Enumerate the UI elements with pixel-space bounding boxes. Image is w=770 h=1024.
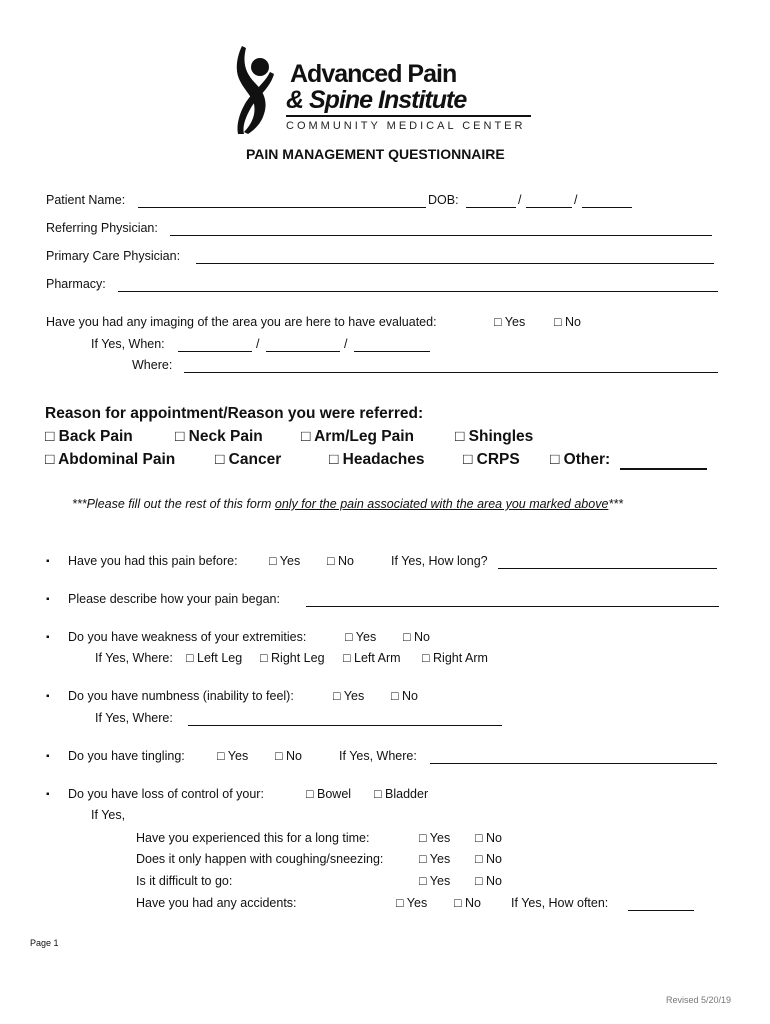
reason-other[interactable]: □ Other: [550,451,611,468]
reason-headaches[interactable]: □ Headaches [329,451,425,468]
primary-physician-field[interactable] [196,263,714,264]
imaging-when-field-2[interactable] [266,351,340,352]
dob-day-field[interactable] [526,207,572,208]
logo-divider [286,115,531,117]
instruction-prefix: ***Please fill out the rest of this form [72,497,275,511]
imaging-when-field-3[interactable] [354,351,430,352]
logo [234,44,534,136]
imaging-yes-checkbox[interactable]: □ Yes [494,315,526,329]
dob-slash-2: / [574,193,578,207]
q4-where-label: If Yes, Where: [95,711,173,725]
bullet-icon: ▪ [46,691,50,702]
q6-how-often-field[interactable] [628,910,694,911]
q6-sub2-yes-checkbox[interactable]: □ Yes [419,852,451,866]
q1-yes-checkbox[interactable]: □ Yes [269,554,301,568]
q3-right-leg-checkbox[interactable]: □ Right Leg [260,651,325,665]
reason-neck-pain[interactable]: □ Neck Pain [175,428,263,445]
dob-month-field[interactable] [466,207,516,208]
q6-sub1-label: Have you experienced this for a long time: [136,831,370,845]
reason-back-pain[interactable]: □ Back Pain [45,428,133,445]
logo-line1: Advanced Pain [290,60,457,88]
q6-label: Do you have loss of control of your: [68,787,264,801]
imaging-where-label: Where: [132,358,173,372]
q4-label: Do you have numbness (inability to feel): [68,689,294,703]
q5-where-field[interactable] [430,763,717,764]
logo-line2: & Spine Institute [286,86,467,114]
q1-how-long-field[interactable] [498,568,717,569]
page-number: Page 1 [30,938,59,948]
q1-no-checkbox[interactable]: □ No [327,554,355,568]
q3-label: Do you have weakness of your extremities: [68,630,307,644]
patient-name-field[interactable] [138,207,426,208]
imaging-no-checkbox[interactable]: □ No [554,315,582,329]
q2-field[interactable] [306,606,719,607]
imaging-question: Have you had any imaging of the area you are here to have evaluated: [46,315,437,329]
q3-right-arm-checkbox[interactable]: □ Right Arm [422,651,488,665]
q6-sub1-no-checkbox[interactable]: □ No [475,831,503,845]
q5-label: Do you have tingling: [68,749,185,763]
q3-no-checkbox[interactable]: □ No [403,630,431,644]
patient-name-label: Patient Name: [46,193,126,207]
q1-label: Have you had this pain before: [68,554,238,568]
q6-bladder-checkbox[interactable]: □ Bladder [374,787,429,801]
logo-figure-icon [234,44,280,136]
pharmacy-label: Pharmacy: [46,277,106,291]
reason-crps[interactable]: □ CRPS [463,451,520,468]
bullet-icon: ▪ [46,751,50,762]
imaging-when-field-1[interactable] [178,351,252,352]
q6-sub3-yes-checkbox[interactable]: □ Yes [419,874,451,888]
q5-where-label: If Yes, Where: [339,749,417,763]
logo-line3: COMMUNITY MEDICAL CENTER [286,120,526,132]
q4-yes-checkbox[interactable]: □ Yes [333,689,365,703]
q6-if-yes-label: If Yes, [91,808,126,822]
reason-heading: Reason for appointment/Reason you were referred: [45,405,424,422]
imaging-slash-1: / [256,337,260,351]
imaging-where-field[interactable] [184,372,718,373]
bullet-icon: ▪ [46,632,50,643]
imaging-when-label: If Yes, When: [91,337,165,351]
pharmacy-field[interactable] [118,291,718,292]
q2-label: Please describe how your pain began: [68,592,280,606]
reason-abdominal-pain[interactable]: □ Abdominal Pain [45,451,176,468]
q6-how-often-label: If Yes, How often: [511,896,609,910]
q5-yes-checkbox[interactable]: □ Yes [217,749,249,763]
q3-left-leg-checkbox[interactable]: □ Left Leg [186,651,243,665]
revised-date: Revised 5/20/19 [666,995,732,1005]
dob-year-field[interactable] [582,207,632,208]
referring-physician-field[interactable] [170,235,712,236]
q6-sub4-label: Have you had any accidents: [136,896,297,910]
reason-other-field[interactable] [620,468,707,470]
q3-left-arm-checkbox[interactable]: □ Left Arm [343,651,401,665]
q3-where-label: If Yes, Where: [95,651,173,665]
primary-physician-label: Primary Care Physician: [46,249,181,263]
bullet-icon: ▪ [46,556,50,567]
q6-sub3-no-checkbox[interactable]: □ No [475,874,503,888]
reason-cancer[interactable]: □ Cancer [215,451,282,468]
page-title: PAIN MANAGEMENT QUESTIONNAIRE [246,146,505,162]
imaging-slash-2: / [344,337,348,351]
form-instruction [72,497,623,511]
q6-sub3-label: Is it difficult to go: [136,874,233,888]
bullet-icon: ▪ [46,789,50,800]
q5-no-checkbox[interactable]: □ No [275,749,303,763]
q4-where-field[interactable] [188,725,502,726]
q6-sub4-yes-checkbox[interactable]: □ Yes [396,896,428,910]
reason-shingles[interactable]: □ Shingles [455,428,534,445]
reason-arm-leg-pain[interactable]: □ Arm/Leg Pain [301,428,415,445]
q4-no-checkbox[interactable]: □ No [391,689,419,703]
instruction-suffix: *** [608,497,624,511]
q6-bowel-checkbox[interactable]: □ Bowel [306,787,352,801]
dob-label: DOB: [428,193,459,207]
q3-yes-checkbox[interactable]: □ Yes [345,630,377,644]
q6-sub1-yes-checkbox[interactable]: □ Yes [419,831,451,845]
bullet-icon: ▪ [46,594,50,605]
q6-sub2-label: Does it only happen with coughing/sneezing: [136,852,384,866]
instruction-underlined: only for the pain associated with the area you marked above [274,497,609,511]
referring-physician-label: Referring Physician: [46,221,158,235]
dob-slash-1: / [518,193,522,207]
q6-sub4-no-checkbox[interactable]: □ No [454,896,482,910]
q1-how-long-label: If Yes, How long? [391,554,488,568]
q6-sub2-no-checkbox[interactable]: □ No [475,852,503,866]
